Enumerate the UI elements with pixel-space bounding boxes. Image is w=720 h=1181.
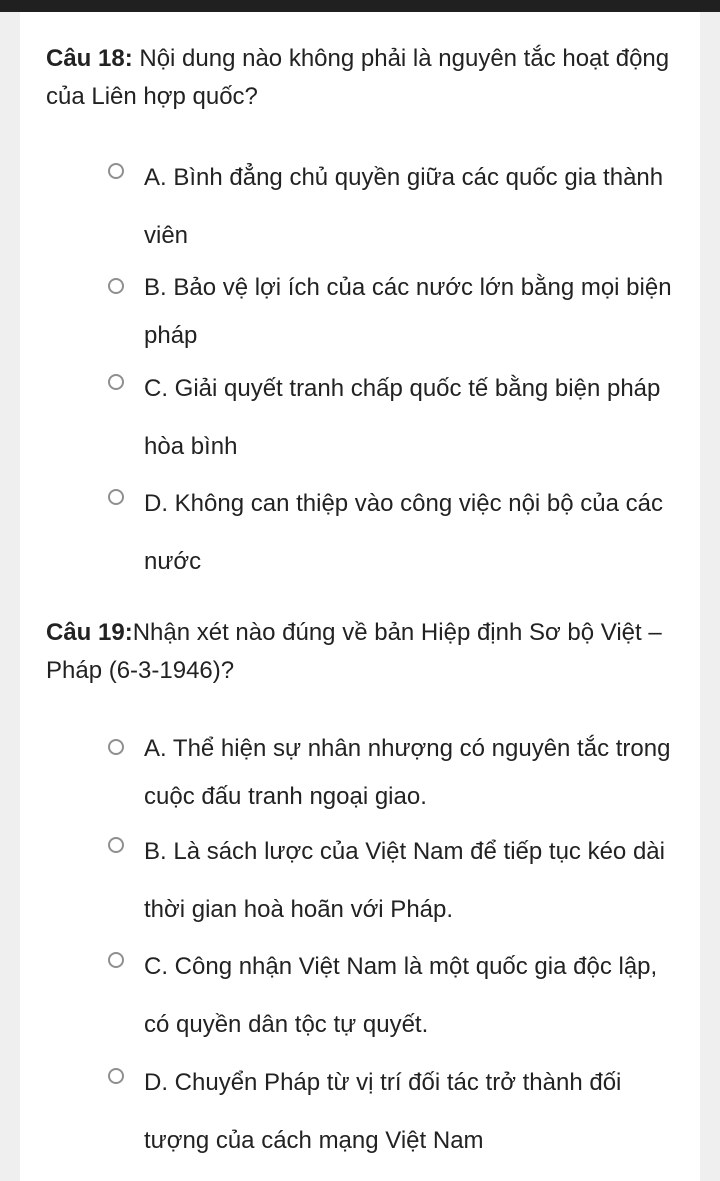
radio-button[interactable]: [108, 374, 124, 390]
status-bar: [0, 0, 720, 12]
option-label: B. Bảo vệ lợi ích của các nước lớn bằng mọi biện pháp: [144, 274, 672, 349]
option-label: B. Là sách lược của Việt Nam để tiếp tục kéo dài thời gian hoà hoãn với Pháp.: [144, 838, 665, 923]
quiz-card: [20, 12, 700, 1181]
option-label: C. Giải quyết tranh chấp quốc tế bằng biện pháp hòa bình: [144, 375, 661, 460]
radio-button[interactable]: [108, 952, 124, 968]
option-label: A. Bình đẳng chủ quyền giữa các quốc gia thành viên: [144, 164, 664, 249]
option-label: C. Công nhận Việt Nam là một quốc gia độc lập, có quyền dân tộc tự quyết.: [144, 953, 658, 1038]
radio-button[interactable]: [108, 489, 124, 505]
radio-button[interactable]: [108, 739, 124, 755]
question-18: [46, 40, 676, 116]
question-number: Câu 18:: [46, 45, 133, 72]
question-19: [46, 614, 676, 690]
option-label: D. Chuyển Pháp từ vị trí đối tác trở thành đối tượng của cách mạng Việt Nam: [144, 1069, 622, 1154]
radio-button[interactable]: [108, 163, 124, 179]
question-text: Nhận xét nào đúng về bản Hiệp định Sơ bộ Việt – Pháp (6-3-1946)?: [46, 619, 662, 684]
question-number: Câu 19:: [46, 619, 133, 646]
radio-button[interactable]: [108, 837, 124, 853]
radio-button[interactable]: [108, 1068, 124, 1084]
radio-button[interactable]: [108, 278, 124, 294]
option-label: D. Không can thiệp vào công việc nội bộ của các nước: [144, 490, 663, 575]
option-label: A. Thể hiện sự nhân nhượng có nguyên tắc trong cuộc đấu tranh ngoại giao.: [144, 735, 671, 810]
question-text: Nội dung nào không phải là nguyên tắc hoạt động của Liên hợp quốc?: [46, 45, 670, 110]
